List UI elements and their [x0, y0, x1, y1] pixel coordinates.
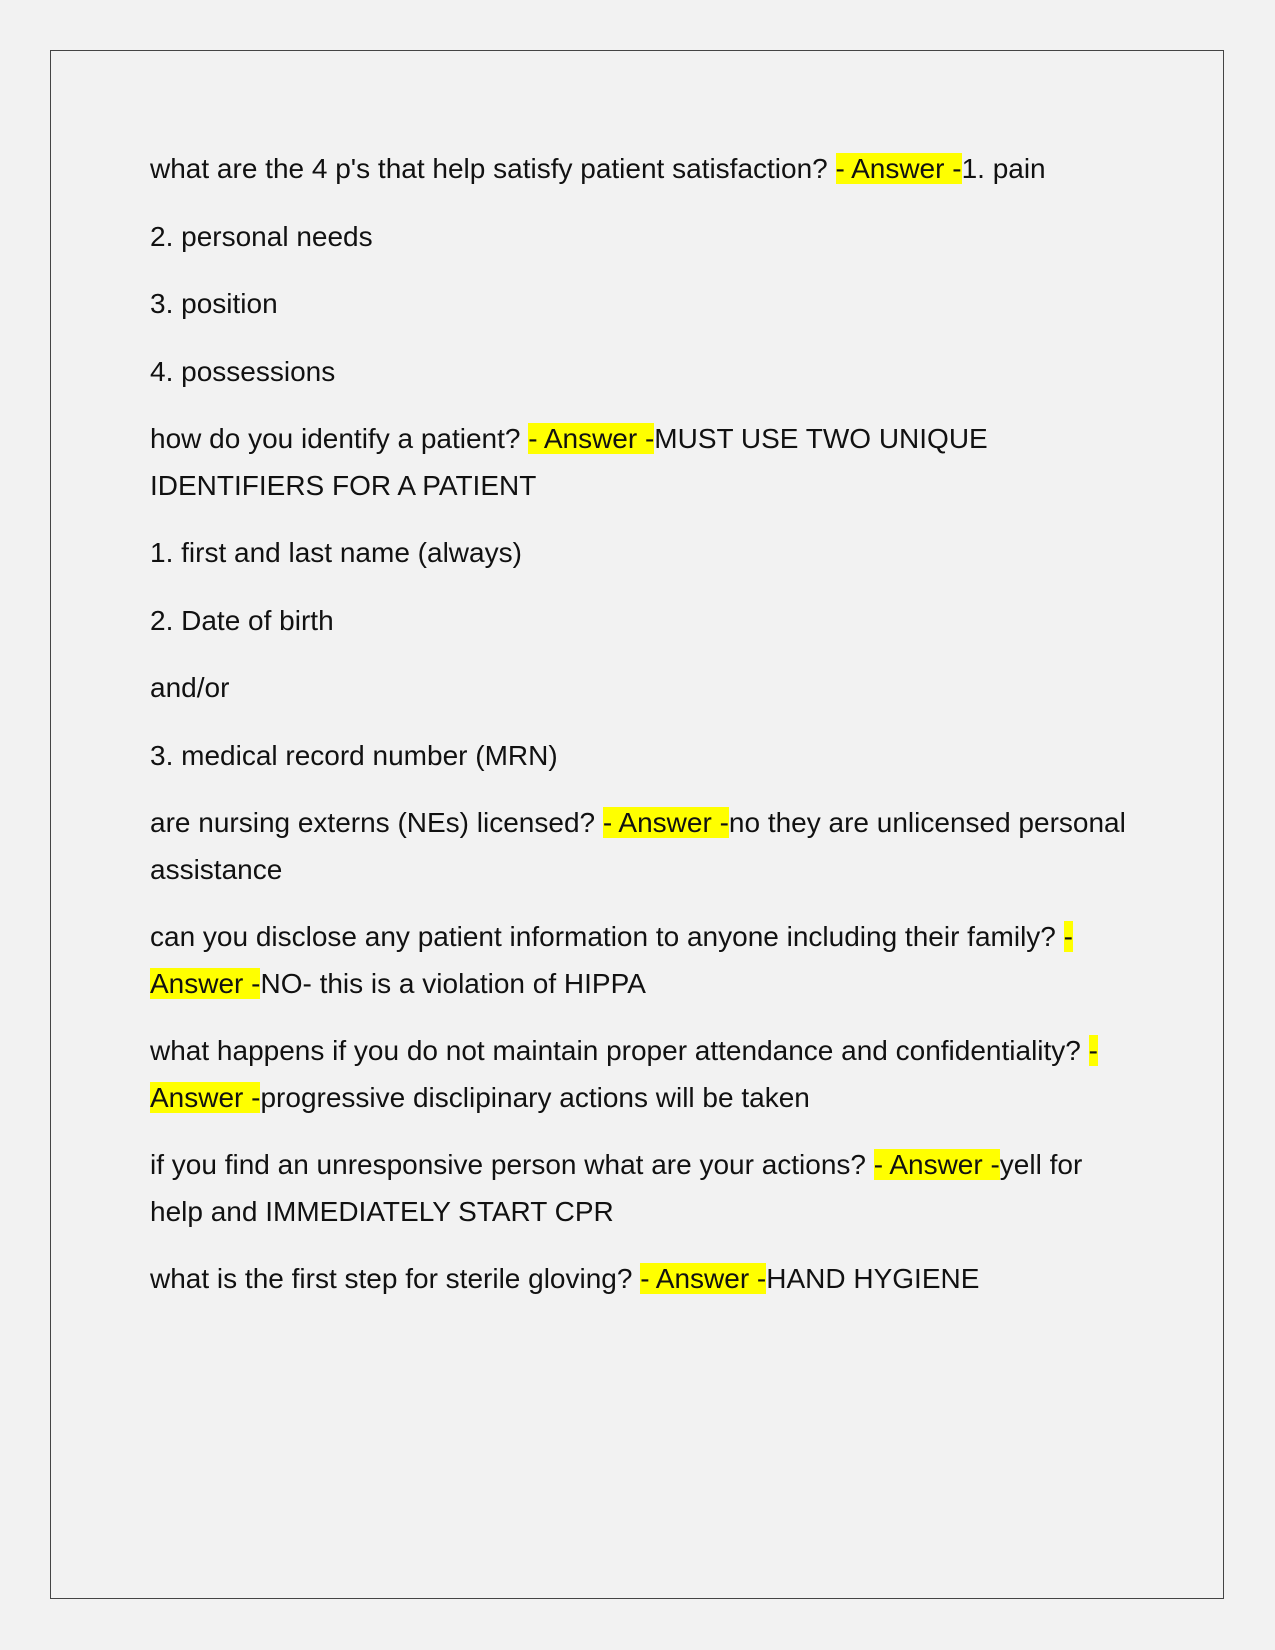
question-text: are nursing externs (NEs) licensed?: [150, 807, 603, 838]
list-item: 2. Date of birth: [150, 604, 334, 636]
question-paragraph: [150, 1028, 1140, 1121]
list-item: 2. personal needs: [150, 220, 373, 252]
answer-text: no they are unlicensed personal assistance: [150, 807, 1126, 885]
answer-marker: - Answer -: [150, 921, 1073, 999]
answer-text: MUST USE TWO UNIQUE IDENTIFIERS FOR A PATIENT: [150, 423, 988, 501]
question-paragraph: [150, 800, 1140, 893]
answer-text: yell for help and IMMEDIATELY START CPR: [150, 1149, 1083, 1227]
question-text: if you find an unresponsive person what are your actions?: [150, 1149, 874, 1180]
question-paragraph: [150, 914, 1140, 1007]
answer-marker: - Answer -: [150, 1035, 1098, 1113]
document-body: [150, 146, 1140, 1324]
question-text: what are the 4 p's that help satisfy patient satisfaction?: [150, 153, 836, 184]
list-item: 4. possessions: [150, 355, 336, 387]
question-text: how do you identify a patient?: [150, 423, 529, 454]
question-paragraph: [150, 146, 1140, 193]
answer-marker: - Answer -: [873, 1149, 1000, 1180]
question-paragraph: [150, 1256, 1140, 1303]
answer-marker: - Answer -: [640, 1263, 767, 1294]
question-text: can you disclose any patient information to anyone including their family?: [150, 921, 1064, 952]
question-text: what is the first step for sterile gloving?: [150, 1263, 641, 1294]
answer-marker: - Answer -: [835, 153, 962, 184]
answer-text: NO- this is a violation of HIPPA: [260, 967, 646, 999]
list-item: 1. first and last name (always): [150, 537, 522, 568]
question-paragraph: [150, 1142, 1140, 1235]
answer-text: 1. pain: [961, 153, 1046, 184]
question-paragraph: [150, 416, 1140, 509]
answer-text: HAND HYGIENE: [766, 1263, 980, 1294]
list-item: 3. position: [150, 288, 278, 319]
answer-text: progressive disclipinary actions will be taken: [260, 1081, 810, 1113]
list-item: and/or: [150, 672, 230, 703]
answer-marker: - Answer -: [602, 807, 729, 838]
question-text: what happens if you do not maintain proper attendance and confidentiality?: [150, 1035, 1089, 1066]
answer-marker: - Answer -: [528, 423, 655, 454]
list-item: 3. medical record number (MRN): [150, 739, 558, 771]
